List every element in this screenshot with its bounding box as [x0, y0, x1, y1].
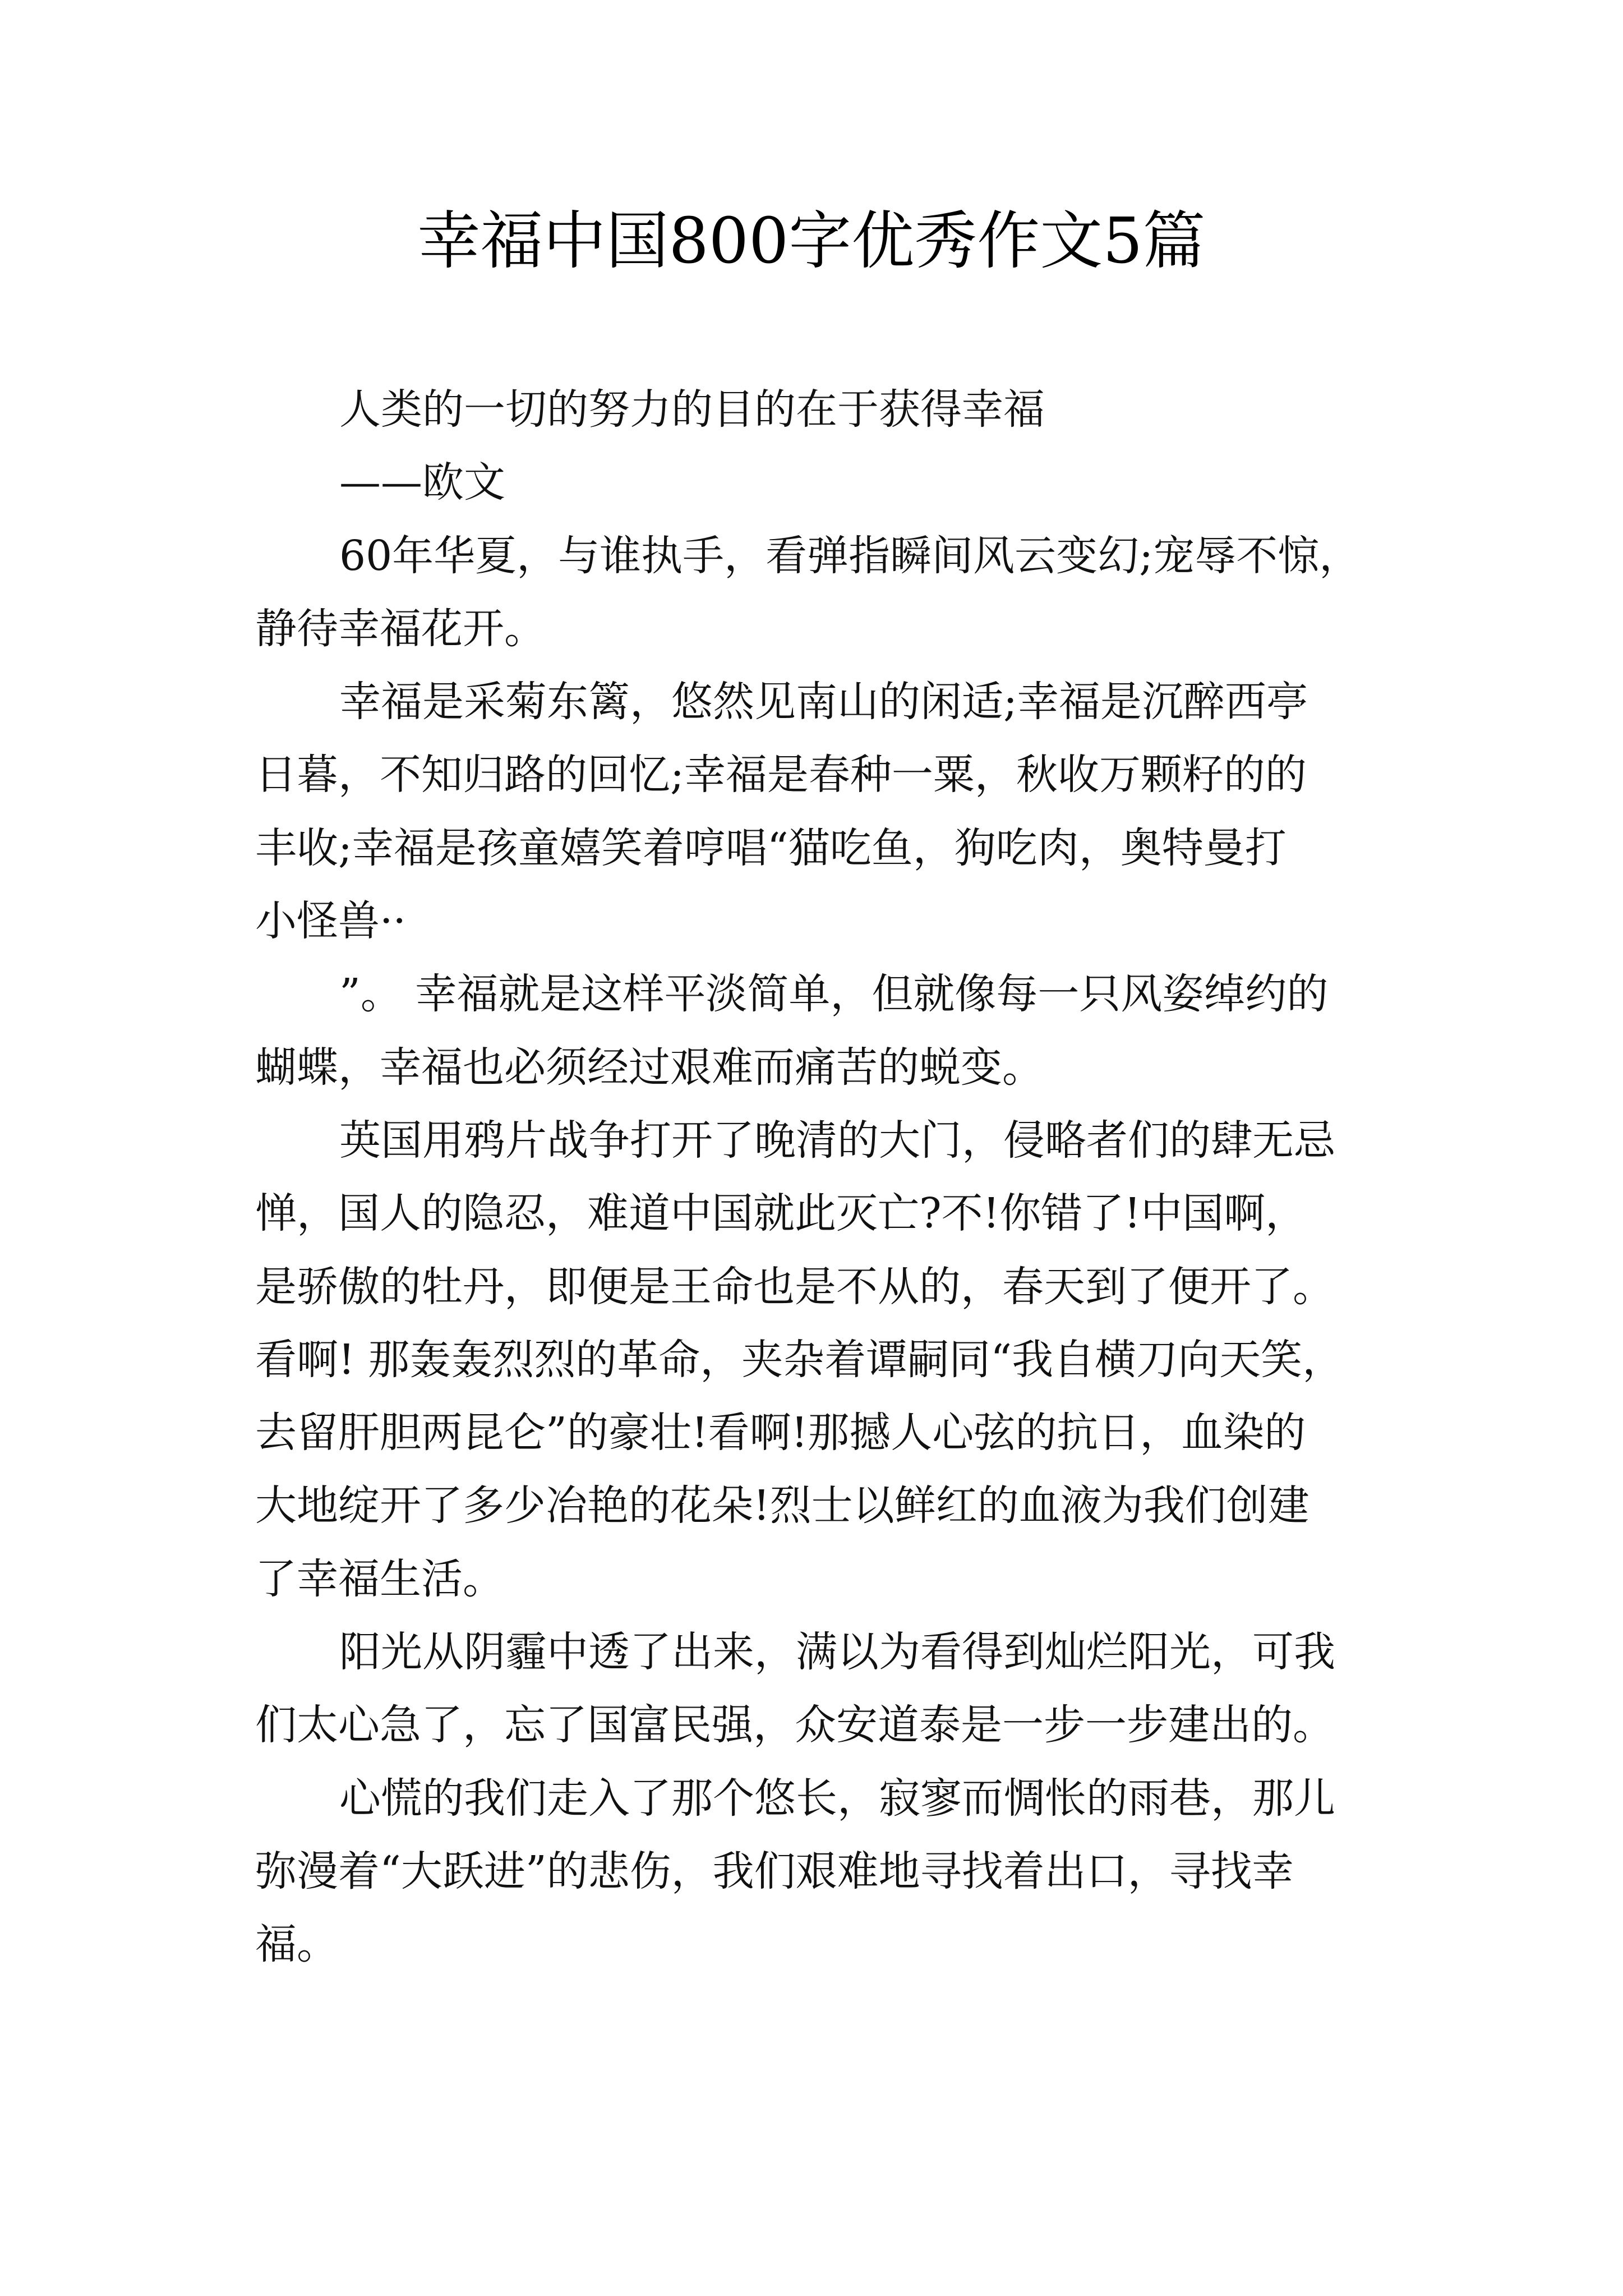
text-line: 去留肝胆两昆仑”的豪壮!看啊!那撼人心弦的抗日，血染的	[255, 1409, 1306, 1457]
text-line: 日暮，不知归路的回忆;幸福是春种一粟，秋收万颗籽的的	[255, 751, 1307, 799]
text-line: 们太心急了，忘了国富民强，众安道泰是一步一步建出的。	[255, 1701, 1334, 1750]
text-line: 阳光从阴霾中透了出来，满以为看得到灿烂阳光，可我	[339, 1628, 1335, 1677]
text-line: 丰收;幸福是孩童嬉笑着哼唱“猫吃鱼，狗吃肉，奥特曼打	[255, 823, 1287, 872]
text-line: 是骄傲的牡丹，即便是王命也是不从的，春天到了便开了。	[255, 1262, 1334, 1311]
text-line: 60年华夏，与谁执手，看弹指瞬间风云变幻;宠辱不惊，	[339, 531, 1361, 580]
text-line: 小怪兽··	[255, 897, 407, 946]
text-line: 大地绽开了多少冶艳的花朵!烈士以鲜红的血液为我们创建	[255, 1481, 1310, 1530]
document-body	[255, 373, 1399, 1981]
text-line: ”。 幸福就是这样平淡简单，但就像每一只风姿绰约的	[339, 970, 1329, 1019]
text-line: 惮，国人的隐忍，难道中国就此灭亡?不!你错了!中国啊，	[255, 1189, 1307, 1238]
document-title: 幸福中国800字优秀作文5篇	[417, 205, 1206, 278]
text-line: 看啊! 那轰轰烈烈的革命，夹杂着谭嗣同“我自横刀向天笑，	[255, 1335, 1344, 1384]
text-line: 了幸福生活。	[255, 1554, 504, 1603]
text-line: ——欧文	[339, 458, 505, 507]
text-line: 心慌的我们走入了那个悠长，寂寥而惆怅的雨巷，那儿	[339, 1774, 1335, 1823]
text-line: 英国用鸦片战争打开了晚清的大门，侵略者们的肆无忌	[339, 1116, 1335, 1165]
text-line: 福。	[255, 1920, 338, 1969]
text-line: 弥漫着“大跃进”的悲伤，我们艰难地寻找着出口，寻找幸	[255, 1847, 1294, 1895]
text-line: 蝴蝶，幸福也必须经过艰难而痛苦的蜕变。	[255, 1043, 1044, 1092]
text-line: 人类的一切的努力的目的在于获得幸福	[339, 385, 1045, 434]
text-line: 静待幸福花开。	[255, 604, 546, 653]
text-line: 幸福是采菊东篱，悠然见南山的闲适;幸福是沉醉西亭	[339, 678, 1308, 726]
